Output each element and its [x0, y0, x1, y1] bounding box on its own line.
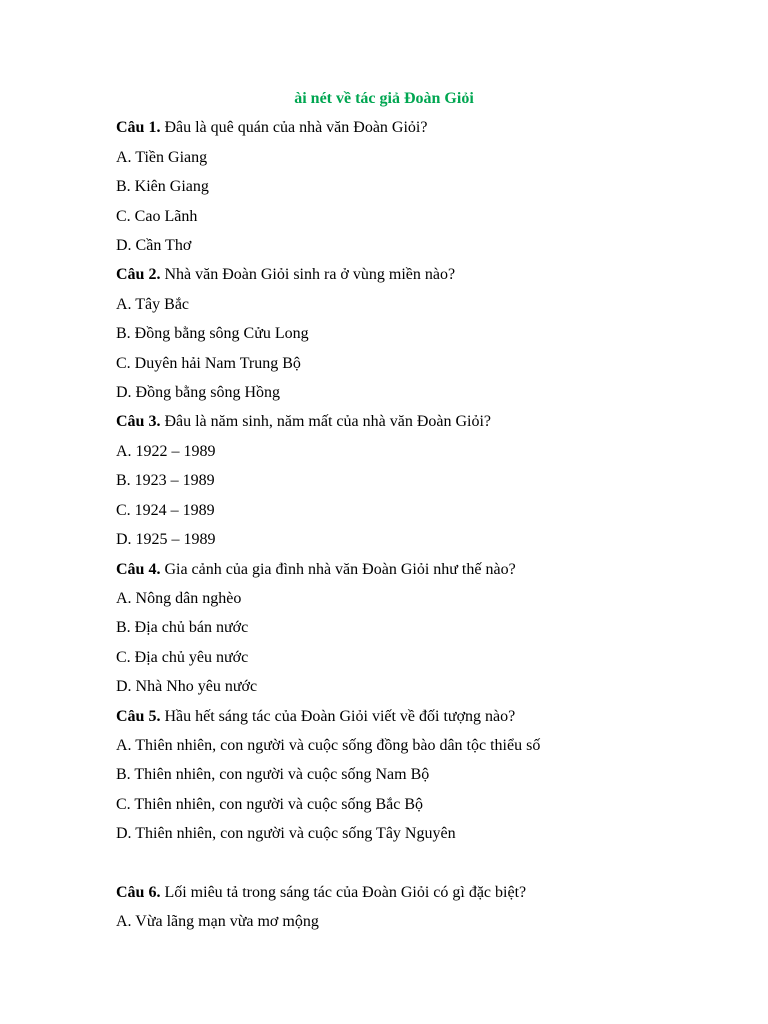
answer-option: A. Tây Bắc — [116, 295, 190, 313]
question-label: Câu 4. — [116, 560, 161, 578]
answer-option: D. Thiên nhiên, con người và cuộc sống Tây Nguyên — [116, 825, 456, 843]
question-text: Đâu là quê quán của nhà văn Đoàn Giỏi? — [160, 119, 428, 137]
blank-line — [116, 849, 736, 878]
answer-option: B. 1923 – 1989 — [116, 472, 215, 490]
answer-option: D. Đồng bằng sông Hồng — [116, 384, 280, 402]
question-text: Hầu hết sáng tác của Đoàn Giỏi viết về đối tượng nào? — [160, 707, 516, 725]
answer-option: C. Địa chủ yêu nước — [116, 648, 249, 666]
answer-option: A. Tiền Giang — [116, 148, 208, 166]
answer-option: C. Cao Lãnh — [116, 207, 198, 225]
question-6 — [116, 878, 736, 907]
question-4 — [116, 555, 736, 584]
question-text: Đâu là năm sinh, năm mất của nhà văn Đoàn Giỏi? — [160, 413, 492, 431]
answer-option: A. Nông dân nghèo — [116, 589, 242, 607]
question-label: Câu 3. — [116, 413, 161, 431]
question-label: Câu 2. — [116, 266, 161, 284]
question-text: Nhà văn Đoàn Giỏi sinh ra ở vùng miền nào? — [160, 266, 456, 284]
question-label: Câu 5. — [116, 707, 161, 725]
answer-option: D. Nhà Nho yêu nước — [116, 678, 258, 696]
question-text: Gia cảnh của gia đình nhà văn Đoàn Giỏi như thế nào? — [160, 560, 516, 578]
question-1 — [116, 113, 736, 142]
answer-option: D. 1925 – 1989 — [116, 531, 216, 549]
question-label: Câu 6. — [116, 883, 161, 901]
question-label: Câu 1. — [116, 119, 161, 137]
question-2 — [116, 260, 736, 289]
answer-option: B. Thiên nhiên, con người và cuộc sống Nam Bộ — [116, 766, 430, 784]
answer-option: C. Thiên nhiên, con người và cuộc sống Bắc Bộ — [116, 795, 424, 813]
answer-option: B. Địa chủ bán nước — [116, 619, 249, 637]
document-title: ài nét về tác giả Đoàn Giỏi — [294, 90, 474, 107]
answer-option: B. Kiên Giang — [116, 178, 209, 196]
answer-option: D. Cần Thơ — [116, 237, 192, 255]
question-3 — [116, 407, 736, 436]
answer-option: C. Duyên hải Nam Trung Bộ — [116, 354, 301, 372]
document-page — [116, 84, 736, 937]
answer-option: A. Vừa lãng mạn vừa mơ mộng — [116, 913, 319, 931]
question-5 — [116, 702, 736, 731]
answer-option: A. 1922 – 1989 — [116, 442, 216, 460]
answer-option: C. 1924 – 1989 — [116, 501, 215, 519]
question-text: Lối miêu tả trong sáng tác của Đoàn Giỏi có gì đặc biệt? — [160, 883, 527, 901]
answer-option: B. Đồng bằng sông Cửu Long — [116, 325, 309, 343]
answer-option: A. Thiên nhiên, con người và cuộc sống đồng bào dân tộc thiểu số — [116, 736, 541, 754]
